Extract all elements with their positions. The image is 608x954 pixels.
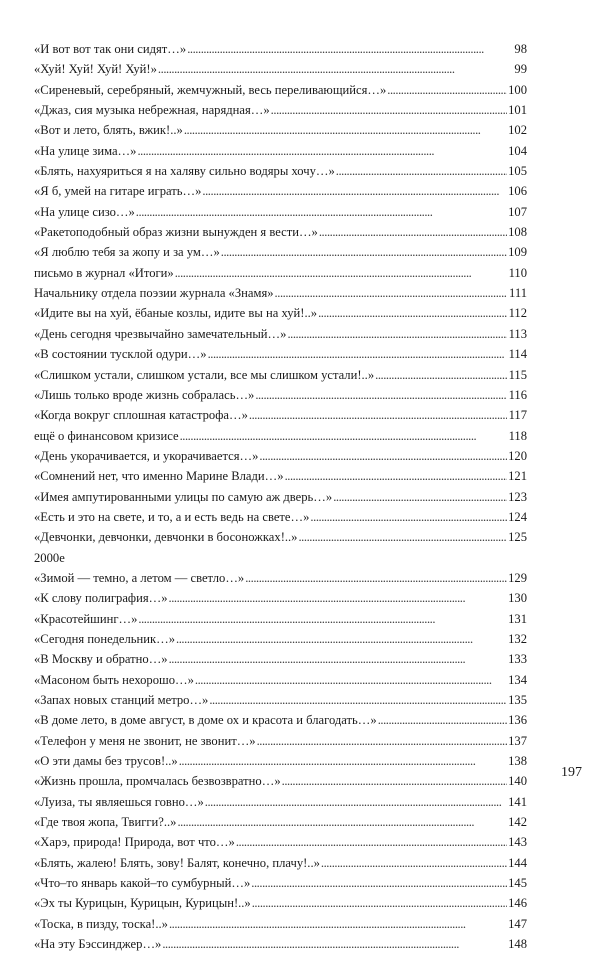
dot-leader (136, 202, 507, 222)
toc-entry (34, 914, 527, 934)
entry-title: «Эх ты Курицын, Курицын, Курицын!..» (34, 896, 251, 911)
toc-entry (34, 141, 527, 161)
entry-page-number: 120 (508, 448, 527, 463)
entry-title: «Запах новых станций метро…» (34, 693, 209, 707)
entry-page-number: 98 (514, 42, 527, 56)
toc-entry (34, 670, 527, 690)
dot-leader (205, 792, 507, 812)
entry-title: «Сиреневый, серебряный, жемчужный, весь переливающийся…» (34, 82, 387, 97)
toc-entry (34, 283, 527, 303)
entry-title: «И вот вот так они сидят…» (34, 42, 187, 56)
toc-entry (34, 324, 527, 344)
dot-leader (209, 690, 507, 710)
dot-leader (162, 934, 507, 954)
dot-leader (137, 141, 507, 161)
entry-title: «Джаз, сия музыка небрежная, нарядная…» (34, 103, 270, 118)
dot-leader (333, 487, 507, 507)
entry-page-number: 124 (508, 509, 527, 524)
toc-entry (34, 303, 527, 323)
entry-page-number: 105 (508, 164, 527, 179)
table-of-contents (34, 39, 527, 954)
toc-entry (34, 202, 527, 222)
dot-leader (310, 507, 507, 527)
dot-leader (169, 649, 507, 669)
entry-title: «Ракетоподобный образ жизни вынужден я вести…» (34, 225, 318, 240)
entry-page-number: 106 (508, 184, 527, 199)
section-title: 2000е (34, 550, 65, 565)
toc-entry (34, 487, 527, 507)
entry-title: «Имея ампутированными улицы по самую аж дверь…» (34, 489, 333, 504)
entry-page-number: 114 (508, 347, 527, 362)
entry-page-number: 125 (508, 530, 527, 545)
toc-entry (34, 344, 527, 364)
dot-leader (285, 466, 507, 486)
entry-page-number: 140 (508, 774, 527, 789)
dot-leader (195, 670, 507, 690)
entry-title: «День сегодня чрезвычайно замечательный…» (34, 326, 287, 341)
toc-entry (34, 568, 527, 588)
entry-page-number: 148 (508, 937, 527, 952)
entry-title: «Харэ, природа! Природа, вот что…» (34, 835, 235, 850)
toc-entry (34, 629, 527, 649)
dot-leader (187, 39, 507, 59)
entry-page-number: 121 (508, 469, 527, 484)
entry-page-number: 137 (508, 733, 527, 748)
entry-page-number: 143 (508, 835, 527, 850)
entry-title: «В доме лето, в доме август, в доме ох и красота и благодать…» (34, 713, 377, 728)
entry-title: «Блять, жалею! Блять, зову! Балят, конечно, плачу!..» (34, 855, 320, 870)
dot-leader (336, 161, 507, 181)
dot-leader (184, 120, 507, 140)
dot-leader (180, 426, 507, 446)
entry-title: «На улице сизо…» (34, 204, 135, 219)
entry-title: «Я люблю тебя за жопу и за ум…» (34, 245, 220, 260)
toc-entry (34, 39, 527, 59)
entry-page-number: 113 (508, 326, 527, 341)
toc-entry (34, 609, 527, 629)
entry-page-number: 123 (508, 489, 527, 504)
entry-page-number: 132 (508, 631, 527, 646)
dot-leader (251, 873, 507, 893)
toc-entry (34, 120, 527, 140)
dot-leader (378, 710, 507, 730)
entry-page-number: 135 (508, 693, 527, 707)
toc-entry (34, 385, 527, 405)
toc-entry (34, 710, 527, 730)
toc-entry (34, 446, 527, 466)
entry-title: «Я б, умей на гитаре играть…» (34, 184, 202, 199)
toc-entry (34, 365, 527, 385)
dot-leader (287, 324, 507, 344)
entry-page-number: 116 (508, 387, 527, 402)
toc-entry (34, 59, 527, 79)
dot-leader (175, 263, 507, 283)
dot-leader (321, 853, 507, 873)
entry-page-number: 104 (508, 143, 527, 158)
dot-leader (257, 731, 507, 751)
entry-page-number: 144 (508, 855, 527, 870)
entry-title: «Хуй! Хуй! Хуй! Хуй!» (34, 62, 157, 77)
toc-entry (34, 873, 527, 893)
dot-leader (236, 832, 507, 852)
dot-leader (375, 365, 507, 385)
entry-title: «Красотейшинг…» (34, 611, 138, 626)
toc-entry (34, 405, 527, 425)
dot-leader (221, 242, 507, 262)
toc-entry (34, 649, 527, 669)
toc-entry (34, 771, 527, 791)
entry-page-number: 133 (508, 652, 527, 667)
toc-entry (34, 934, 527, 954)
entry-page-number: 111 (509, 286, 527, 301)
entry-title: «Сомнений нет, что именно Марине Влади…» (34, 469, 284, 484)
dot-leader (387, 80, 507, 100)
toc-entry (34, 812, 527, 832)
entry-page-number: 118 (508, 428, 527, 443)
dot-leader (176, 629, 507, 649)
dot-leader (169, 588, 507, 608)
entry-title: «День укорачивается, и укорачивается…» (34, 448, 259, 463)
toc-entry (34, 80, 527, 100)
dot-leader (208, 344, 507, 364)
entry-title: «О эти дамы без трусов!..» (34, 754, 178, 769)
entry-title: «Телефон у меня не звонит, не звонит…» (34, 733, 256, 748)
dot-leader (252, 893, 507, 913)
entry-title: «Вот и лето, блять, вжик!..» (34, 123, 183, 138)
entry-title: «Луиза, ты являешься говно…» (34, 794, 204, 809)
dot-leader (138, 609, 507, 629)
entry-title: письмо в журнал «Итоги» (34, 265, 174, 280)
dot-leader (158, 59, 507, 79)
entry-title: «Девчонки, девчонки, девчонки в босоножках!..» (34, 530, 298, 545)
entry-page-number: 112 (508, 306, 527, 321)
toc-entry (34, 507, 527, 527)
entry-title: «Слишком устали, слишком устали, все мы слишком устали!..» (34, 367, 375, 382)
entry-title: «Тоска, в пизду, тоска!..» (34, 916, 168, 931)
entry-page-number: 107 (508, 204, 527, 219)
toc-entry (34, 161, 527, 181)
entry-title: «Масоном быть нехорошо…» (34, 672, 194, 687)
entry-page-number: 102 (508, 123, 527, 138)
entry-page-number: 138 (508, 754, 527, 769)
entry-title: «Когда вокруг сплошная катастрофа…» (34, 408, 248, 423)
entry-title: «На улице зима…» (34, 143, 137, 158)
toc-entry (34, 832, 527, 852)
entry-page-number: 146 (508, 896, 527, 911)
dot-leader (259, 446, 507, 466)
dot-leader (318, 303, 507, 323)
dot-leader (245, 568, 507, 588)
toc-entry (34, 242, 527, 262)
entry-page-number: 129 (508, 570, 527, 585)
entry-title: «На эту Бэссинджер…» (34, 937, 162, 952)
entry-title: «В Москву и обратно…» (34, 652, 168, 667)
entry-title: «Где твоя жопа, Твигги?..» (34, 815, 177, 830)
entry-page-number: 110 (508, 265, 527, 280)
entry-page-number: 108 (508, 225, 527, 240)
entry-title: «Лишь только вроде жизнь собралась…» (34, 387, 255, 402)
entry-page-number: 145 (508, 876, 527, 891)
entry-page-number: 142 (508, 815, 527, 830)
entry-title: Начальнику отдела поэзии журнала «Знамя» (34, 286, 274, 301)
entry-page-number: 99 (514, 62, 527, 77)
dot-leader (249, 405, 507, 425)
toc-entry (34, 792, 527, 812)
dot-leader (202, 181, 507, 201)
dot-leader (275, 283, 507, 303)
entry-title: «Сегодня понедельник…» (34, 631, 176, 646)
toc-entry (34, 466, 527, 486)
toc-entry (34, 426, 527, 446)
entry-page-number: 101 (508, 103, 527, 118)
entry-page-number: 141 (508, 794, 527, 809)
entry-title: «Идите вы на хуй, ёбаные козлы, идите вы на хуй!..» (34, 306, 318, 321)
entry-page-number: 109 (508, 245, 527, 260)
entry-page-number: 117 (508, 408, 527, 423)
toc-section-heading (34, 548, 527, 568)
entry-page-number: 136 (508, 713, 527, 728)
entry-title: «Что–то январь какой–то сумбурный…» (34, 876, 251, 891)
toc-entry (34, 100, 527, 120)
dot-leader (319, 222, 507, 242)
toc-entry (34, 263, 527, 283)
entry-page-number: 131 (508, 611, 527, 626)
toc-entry (34, 690, 527, 710)
entry-title: «В состоянии тусклой одури…» (34, 347, 207, 362)
entry-title: ещё о финансовом кризисе (34, 428, 179, 443)
entry-title: «К слову полиграфия…» (34, 591, 168, 606)
entry-page-number: 115 (508, 367, 527, 382)
toc-entry (34, 588, 527, 608)
dot-leader (179, 751, 507, 771)
page-number: 197 (561, 765, 582, 780)
toc-entry (34, 222, 527, 242)
dot-leader (169, 914, 507, 934)
dot-leader (298, 527, 507, 547)
toc-entry (34, 731, 527, 751)
entry-title: «Есть и это на свете, и то, а и есть ведь на свете…» (34, 509, 310, 524)
toc-entry (34, 527, 527, 547)
toc-entry (34, 853, 527, 873)
dot-leader (255, 385, 507, 405)
entry-page-number: 147 (508, 916, 527, 931)
entry-page-number: 130 (508, 591, 527, 606)
entry-title: «Зимой — темно, а летом — светло…» (34, 570, 245, 585)
dot-leader (271, 100, 507, 120)
toc-entry (34, 181, 527, 201)
dot-leader (282, 771, 507, 791)
entry-page-number: 100 (508, 82, 527, 97)
toc-entry (34, 751, 527, 771)
entry-title: «Жизнь прошла, промчалась безвозвратно…» (34, 774, 281, 789)
entry-title: «Блять, нахуяриться я на халяву сильно водяры хочу…» (34, 164, 335, 179)
toc-entry (34, 893, 527, 913)
entry-page-number: 134 (508, 672, 527, 687)
dot-leader (177, 812, 507, 832)
